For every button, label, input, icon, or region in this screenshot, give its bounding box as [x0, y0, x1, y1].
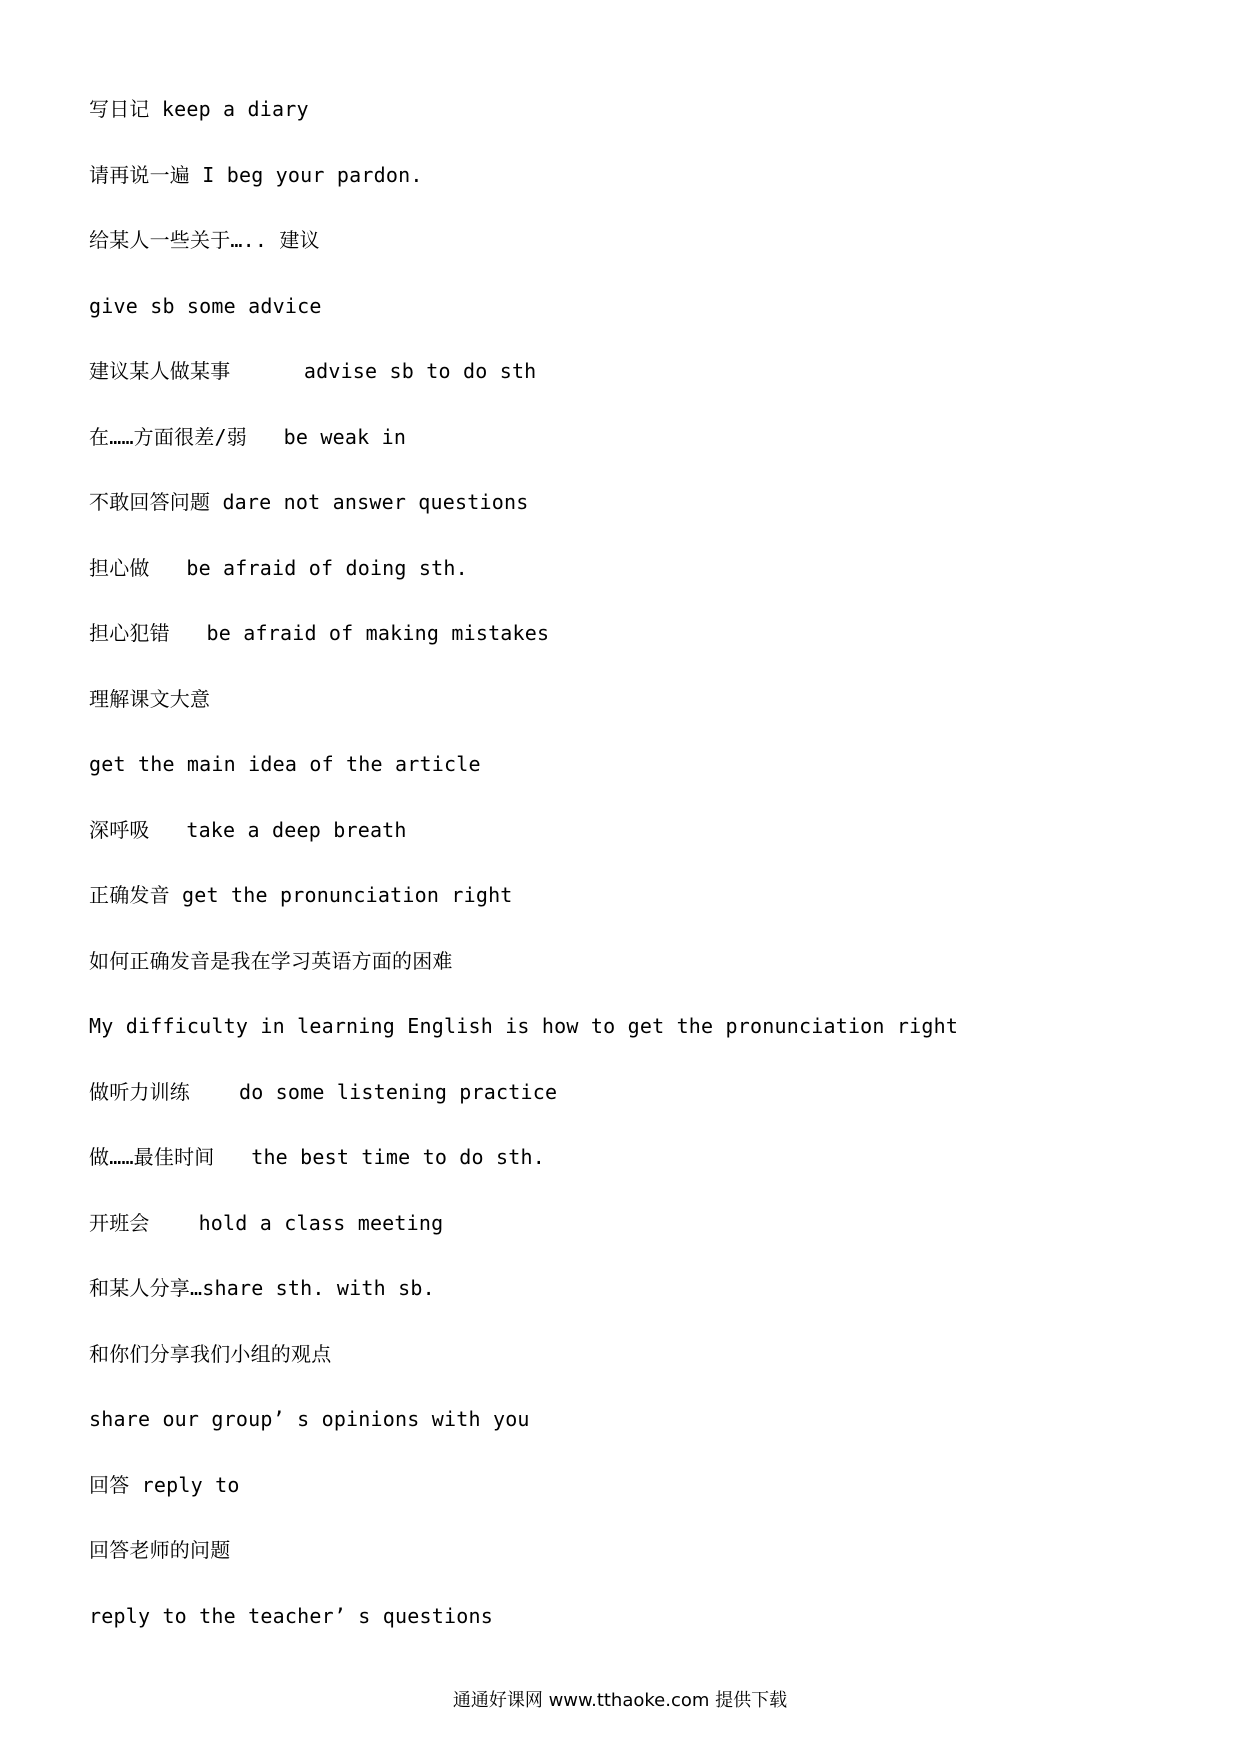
phrase-line: 建议某人做某事 advise sb to do sth [89, 359, 537, 383]
phrase-line: 和某人分享…share sth. with sb. [89, 1276, 435, 1300]
phrase-line: 给某人一些关于….. 建议 [89, 228, 320, 252]
phrase-line: 回答老师的问题 [89, 1538, 231, 1562]
phrase-line: 理解课文大意 [89, 686, 211, 711]
page-footer: 通通好课网 www.tthaoke.com 提供下载 [452, 1690, 788, 1711]
phrase-line: My difficulty in learning English is how to get the pronunciation right [89, 1014, 959, 1038]
phrase-line: get the main idea of the article [89, 752, 481, 776]
phrase-list [89, 92, 1169, 1664]
phrase-line: share our group’ s opinions with you [89, 1407, 530, 1431]
phrase-line: give sb some advice [89, 293, 322, 318]
phrase-line: 担心犯错 be afraid of making mistakes [89, 621, 550, 645]
phrase-line: 写日记 keep a diary [89, 97, 309, 121]
phrase-line: 在……方面很差/弱 be weak in [89, 424, 407, 449]
phrase-line: 担心做 be afraid of doing sth. [89, 555, 468, 580]
phrase-line: 如何正确发音是我在学习英语方面的困难 [89, 948, 453, 973]
phrase-line: 做……最佳时间 the best time to do sth. [89, 1145, 545, 1169]
phrase-line: 和你们分享我们小组的观点 [89, 1341, 332, 1366]
phrase-line: reply to the teacher’ s questions [89, 1603, 493, 1628]
phrase-line: 做听力训练 do some listening practice [89, 1079, 558, 1104]
phrase-line: 回答 reply to [89, 1472, 240, 1497]
phrase-line: 深呼吸 take a deep breath [89, 817, 407, 842]
phrase-line: 开班会 hold a class meeting [89, 1210, 444, 1235]
phrase-line: 不敢回答问题 dare not answer questions [89, 490, 529, 514]
phrase-line: 正确发音 get the pronunciation right [89, 883, 513, 907]
phrase-line: 请再说一遍 I beg your pardon. [89, 162, 423, 187]
